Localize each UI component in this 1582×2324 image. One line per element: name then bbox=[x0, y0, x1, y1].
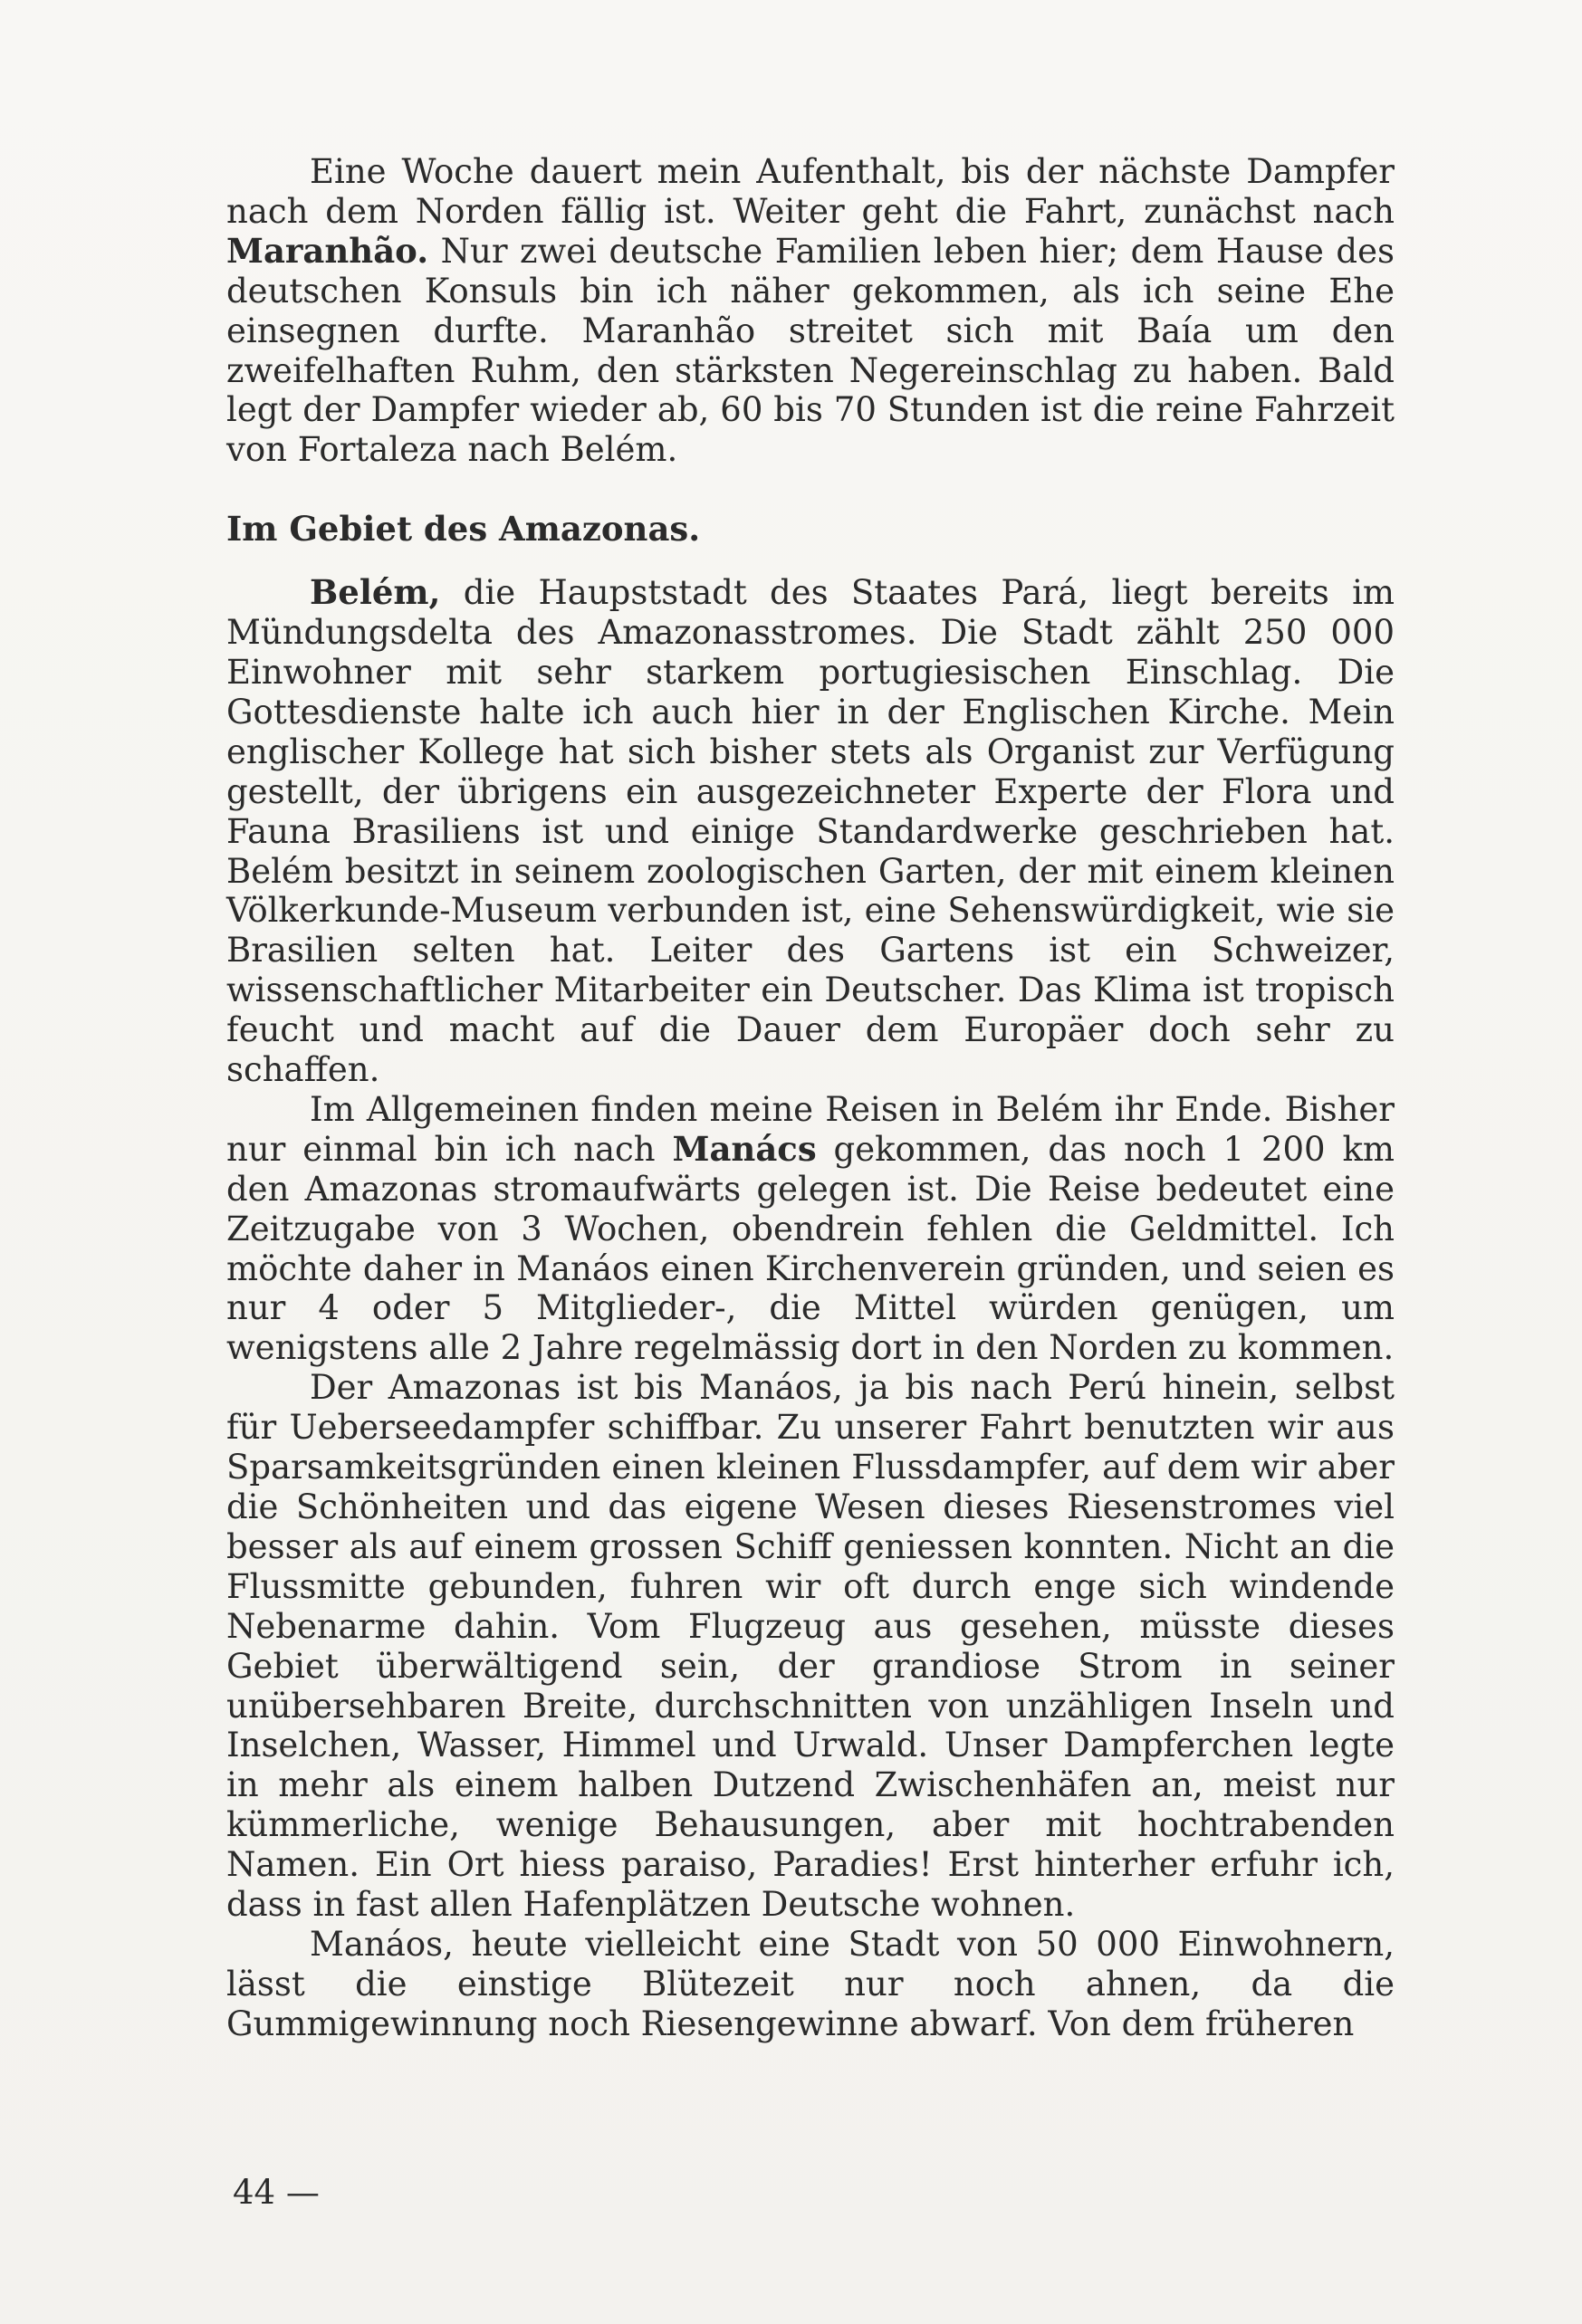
paragraph-1-text-a: Eine Woche dauert mein Aufenthalt, bis der nächste Dampfer nach dem Norden fällig ist. Weiter geht die Fahrt, zunächst nach bbox=[226, 152, 1395, 231]
paragraph-2-text: die Haupststadt des Staates Pará, liegt bereits im Mündungsdelta des Amazonasstromes. Die Stadt zählt 250 000 Einwohner mit sehr starkem portugiesischen Einschlag. Die Gottesdienste halte ich auch hier in der Englischen Kirche. Mein englischer Kollege hat sich bisher stets als Organist zur Verfügung gestellt, der übrigens ein ausgezeichneter Experte der Flora und Fauna Brasiliens ist und einige Standardwerke geschrieben hat. Belém besitzt in seinem zoologischen Garten, der mit einem kleinen Völkerkunde-Museum verbunden ist, eine Sehenswürdigkeit, wie sie Brasilien selten hat. Leiter des Gartens ist ein Schweizer, wissenschaftlicher Mitarbeiter ein Deutscher. Das Klima ist tropisch feucht und macht auf die Dauer dem Europäer doch sehr zu schaffen. bbox=[226, 573, 1395, 1090]
paragraph-2 bbox=[226, 573, 1395, 1090]
page-number: 44 — bbox=[233, 2173, 320, 2212]
paragraph-3-text-b: gekommen, das noch 1 200 km den Amazonas stromaufwärts gelegen ist. Die Reise bedeutet eine Zeitzugabe von 3 Wochen, obendrein fehlen die Geldmittel. Ich möchte daher in Manáos einen Kirchenverein gründen, und seien es nur 4 oder 5 Mitglieder-, die Mittel würden genügen, um wenigstens alle 2 Jahre regelmässig dort in den Norden zu kommen. bbox=[226, 1129, 1395, 1368]
paragraph-5: Manáos, heute vielleicht eine Stadt von 50 000 Einwohnern, lässt die einstige Blütezeit nur noch ahnen, da die Gummigewinnung noch Riesengewinne abwarf. Von dem früheren bbox=[226, 1924, 1395, 2043]
paragraph-3-text-a: Im Allgemeinen finden meine Reisen in Belém ihr Ende. Bisher nur einmal bin ich nach bbox=[226, 1089, 1395, 1169]
paragraph-1-text-b: Nur zwei deutsche Familien leben hier; dem Hause des deutschen Konsuls bin ich näher gekommen, als ich seine Ehe einsegnen durfte. Maranhão streitet sich mit Baía um den zweifelhaften Ruhm, den stärksten Negereinschlag zu haben. Bald legt der Dampfer wieder ab, 60 bis 70 Stunden ist die reine Fahrzeit von Fortaleza nach Belém. bbox=[226, 231, 1395, 470]
paragraph-1 bbox=[226, 152, 1395, 470]
paragraph-4: Der Amazonas ist bis Manáos, ja bis nach Perú hinein, selbst für Ueberseedampfer schiffbar. Zu unserer Fahrt benutzten wir aus Sparsamkeitsgründen einen kleinen Flussdampfer, auf dem wir aber die Schönheiten und das eigene Wesen dieses Riesenstromes viel besser als auf einem grossen Schiff geniessen konnten. Nicht an die Flussmitte gebunden, fuhren wir oft durch enge sich windende Nebenarme dahin. Vom Flugzeug aus gesehen, müsste dieses Gebiet überwältigend sein, der grandiose Strom in seiner unübersehbaren Breite, durchschnitten von unzähligen Inseln und Inselchen, Wasser, Himmel und Urwald. Unser Dampferchen legte in mehr als einem halben Dutzend Zwischenhäfen an, meist nur kümmerliche, wenige Behausungen, aber mit hochtrabenden Namen. Ein Ort hiess paraiso, Paradies! Erst hinterher erfuhr ich, dass in fast allen Hafenplätzen Deutsche wohnen. bbox=[226, 1368, 1395, 1925]
paragraph-3 bbox=[226, 1090, 1395, 1368]
page-body bbox=[226, 152, 1395, 2044]
section-heading: Im Gebiet des Amazonas. bbox=[226, 509, 701, 550]
place-manaos: Manács bbox=[672, 1128, 817, 1169]
place-maranhao: Maranhão. bbox=[226, 230, 429, 271]
place-belem: Belém, bbox=[310, 572, 441, 613]
